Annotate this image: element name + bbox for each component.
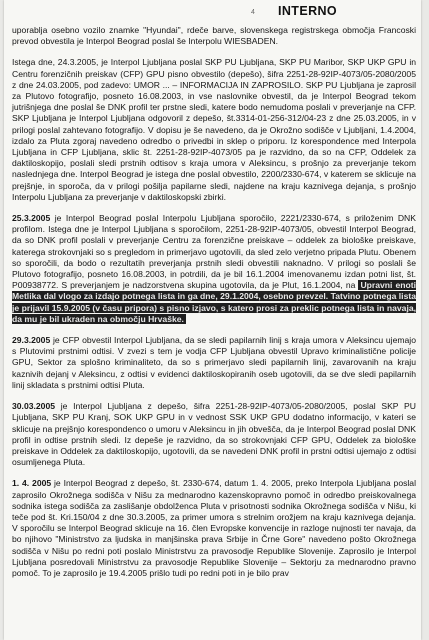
paragraph-date: 29.3.2005 bbox=[12, 335, 51, 346]
paragraph-1-4-2005 bbox=[12, 478, 416, 579]
paragraph-text: je Interpol Ljubljana poslal SKP PU Ljubljana, SKP PU Maribor, SKP UKP GPU in Centru forenzičnih preiskav (CFP) GPU pisno obvestilo (depešo), šifra 2251-28-92IP-4073/05-2080/2005 z dne 24.03.2005, pod zadevo: UMOR ... – INFORMACIJA IN ZAPROSILO. SKP PU Ljubljana je zaprosil za Plutovo fotografijo, posneto 16.08.2003, in vse naslovnike obvestil, da je Interpol Beograd tekom jutrišnjega dne poslal še DNK profil ter prstne sledi, katere bodo nemudoma poslali v preverjanje na CFP. SKP Ljubljana je Interpol Ljubljana odgovoril z depešo, št.3314-01-256-312/04-23 z dne 25.03.2005, in v prilogi poslal zahtevano fotografijo. V dopisu je še navedeno, da je Okrožno sodišče v Ljubljani, 1.4.2004, izdalo za Pluta zgoraj navedeno odredbo o privedbi in sklep o priporu. Iz korespondence med Interpola Ljubljana in CFP Ljubljana, sklic št. 2251-28-92IP-4073/05 pa je razvidno, da so na CFP, Oddelek za daktiloskopijo, poslali sledi prstnih odtisov s kraja umora v Aleksincu, s prošnjo za preverjanje tekom naslednjega dne. Interpol Beograd je istega dne poslal obvestilo, 2200/2330-674, v katerem se sklicuje na prejšnje, in sporoča, da v prilogi pošilja papilarne sledi, najdene na kraju kaznivega dejanja, s prošnjo Interpolu Ljubljana za preverjanje v daktiloskopski zbirki. bbox=[12, 57, 417, 202]
classification-label: INTERNO bbox=[278, 4, 338, 18]
paragraph-date: 1. 4. 2005 bbox=[12, 478, 52, 489]
paragraph-text: je CFP obvestil Interpol Ljubljana, da se sledi papilarnih linij s kraja umora v Aleksincu ujemajo s Plutovimi prstnimi odtisi. V zvezi s tem je vodja CFP Ljubljana obvestil Upravo kriminalistične policije GPU, Sektor za splošno kriminaliteto, da so s primerjavo sledi papilarnih linij, zavarovanih na kraju kaznivih dejanj v Aleksincu, z odtisi v evidenci daktiloskopiranih oseb ugotovili, da se dve sledi papilarnih linij skladata s prstnimi odtisi Pluta. bbox=[12, 335, 416, 390]
paragraph-intro bbox=[12, 25, 416, 47]
paragraph-24-3-2005 bbox=[12, 57, 416, 203]
document-page bbox=[4, 0, 421, 640]
paragraph-29-3-2005 bbox=[12, 335, 416, 391]
paragraph-date: 25.3.2005 bbox=[12, 213, 51, 224]
paragraph-text: je Interpol Beograd z depešo, št. 2330-674, datum 1. 4. 2005, preko Interpola Ljubljana poslal zaprosilo Okrožnega sodišča v Nišu za mednarodno kazenskopravno pomoč in odredbo preiskovalnega sodnika istega sodišča za zaslišanje obdolženca Pluta v prisotnosti sodnika Okrožnega sodišča v Nišu, ki teče pod št. Kri.150/04 z dne 30.3.2005, za primer umora s strelnim orožjem na kraju kaznivega dejanja. V sporočilu se Interpol Beograd sklicuje na 16. člen Evropske konvencije in razloge nujnosti ter navaja, da bo njihovo "Ministrstvo za ljudska in manjšinska prava Srbije in Črne Gore" navedeno pošto Okrožnega sodišča v Nišu po redni poti poslalo Ministrstvu za pravosodje Republike Slovenije. Zaprosilo je Interpol Ljubljana posredovali Ministrstvu za pravosodje Republike Slovenije – Sektorju za mednarodno pravno pomoč. To je zaprosilo je 19.4.2005 prišlo tudi po redni poti in je bilo prav bbox=[12, 478, 416, 578]
paragraph-date: Istega dne, 24.3.2005, bbox=[12, 57, 99, 68]
paragraph-25-3-2005 bbox=[12, 213, 416, 325]
page-header bbox=[4, 4, 421, 24]
paragraph-text: je Interpol Beograd poslal Interpolu Ljubljana sporočilo, 2221/2330-674, s priloženim DNK profilom. Istega dne je Interpol Ljubljana s sporočilom, 2251-28-92IP-4073/05, obvestil Interpol Beograd, da so DNK profil poslali v preverjanje Centru za forenzične preiskave – oddelek za biološke preiskave, katerega strokovnjaki so s pregledom in primerjavo ugotovili, da sled zelo verjetno pripada Plutu. Obenem so sporočili, da bodo o rezultatih preverjanja prstnih sledi obvestili naknadno. V prilogi so poslali še Plutovo fotografijo, posneto 16.08.2003, in potrdili, da je bil 16.1.2004 imenovanemu izdan potni list, št. P00938772. S preverjanjem je nadzorstvena skupina ugotovila, da je Plut, 16.1.2004, na bbox=[12, 213, 416, 291]
paragraph-date: 30.03.2005 bbox=[12, 401, 56, 412]
document-body bbox=[12, 25, 416, 589]
paragraph-30-03-2005 bbox=[12, 401, 416, 468]
paragraph-text: uporablja osebno vozilo znamke "Hyundai", rdeče barve, slovenskega registrskega območja Francoski prevod obvestila je Interpol Beograd poslal še Interpolu WIESBADEN. bbox=[12, 25, 416, 47]
paragraph-text: je Interpol Ljubljana z depešo, šifra 2251-28-92IP-4073/05-2080/2005, poslal SKP PU Ljubljana, SKP PU Kranj, SOK UKP GPU in v vednost SSK UKP GPU dodatno informacijo, v kateri se sklicuje na prejšnjo korespondenco o umoru v Aleksincu in jih obvešča, da je Interpol Beograd poslal DNK profil in odtise prstnih sledi. Iz depeše je razvidno, da so strokovnjaki CFP GPU, Oddelek za biološke preiskave in Oddelek za daktiloskopijo, ugotovili, da se navedeni DNK profil in prstni odtisi ujemajo z odtisi osumljenega Pluta. bbox=[12, 401, 416, 468]
highlighted-passage: Upravni enoti Metlika dal vlogo za izdajo potnega lista in ga dne, 29.1.2004, osebno prevzel. Tatvino potnega lista je prijavil 15.9.2005 (v času pripora) s pisno izjavo, s katero prosi za preklic potnega lista in navaja, da mu je bil ukraden na območju Hrvaške. bbox=[12, 280, 416, 324]
page-number-mark: 4 bbox=[251, 9, 255, 16]
